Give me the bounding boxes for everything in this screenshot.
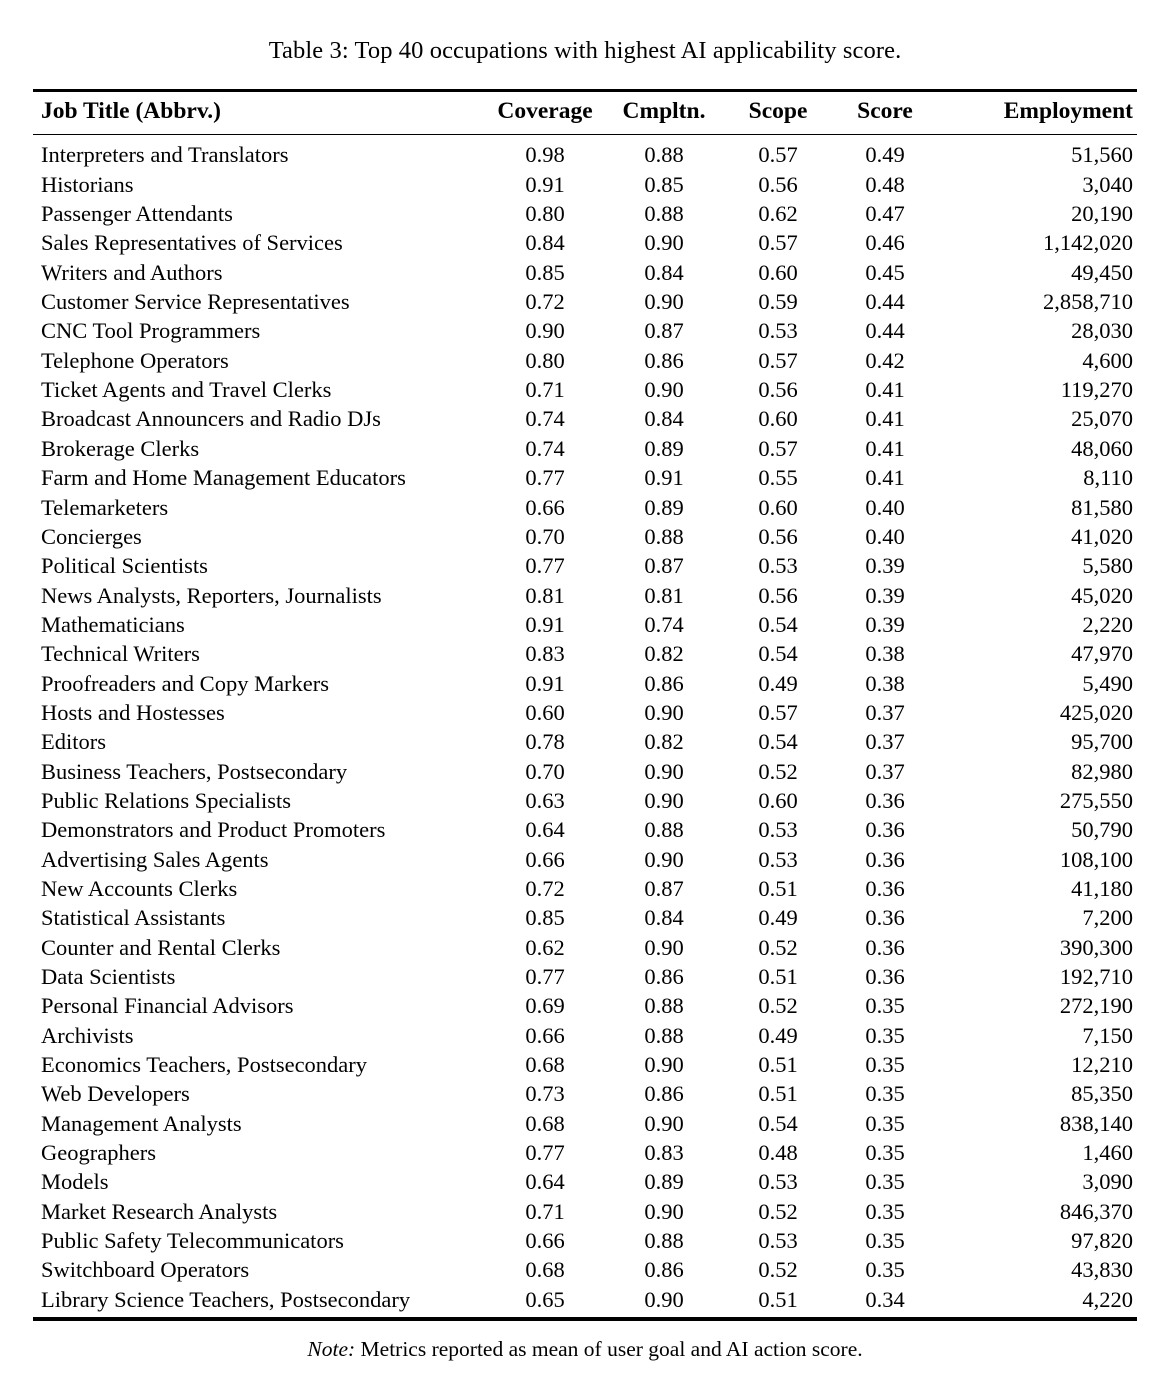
cell-coverage: 0.77: [525, 465, 565, 491]
table-row: [33, 1226, 1137, 1255]
cell-employment: 7,150: [1082, 1022, 1133, 1048]
cell-score: 0.41: [865, 465, 905, 491]
cell-title: Personal Financial Advisors: [41, 993, 294, 1019]
cell-employment: 41,020: [1071, 523, 1133, 549]
cell-score: 0.48: [865, 171, 905, 197]
table-row: [33, 698, 1137, 727]
cell-scope: 0.49: [758, 1022, 798, 1048]
cell-coverage: 0.98: [525, 142, 565, 168]
cell-cmpltn: 0.88: [644, 142, 684, 168]
cell-cmpltn: 0.86: [644, 1081, 684, 1107]
cell-title: Management Analysts: [41, 1110, 242, 1136]
cell-cmpltn: 0.90: [644, 1110, 684, 1136]
cell-employment: 45,020: [1071, 582, 1133, 608]
cell-cmpltn: 0.88: [644, 523, 684, 549]
cell-scope: 0.52: [758, 934, 798, 960]
cell-title: Advertising Sales Agents: [41, 846, 269, 872]
cell-employment: 95,700: [1071, 729, 1133, 755]
cell-score: 0.41: [865, 435, 905, 461]
table-row: [33, 669, 1137, 698]
cell-cmpltn: 0.89: [644, 435, 684, 461]
cell-score: 0.35: [865, 1140, 905, 1166]
cell-score: 0.37: [865, 729, 905, 755]
cell-coverage: 0.69: [525, 993, 565, 1019]
cell-coverage: 0.77: [525, 553, 565, 579]
cell-coverage: 0.66: [525, 494, 565, 520]
cell-title: Library Science Teachers, Postsecondary: [41, 1286, 411, 1312]
cell-title: Brokerage Clerks: [41, 435, 200, 461]
table-row: [33, 228, 1137, 257]
cell-scope: 0.57: [758, 347, 798, 373]
table-row: [33, 434, 1137, 463]
cell-employment: 20,190: [1071, 201, 1133, 227]
cell-score: 0.36: [865, 817, 905, 843]
cell-employment: 425,020: [1059, 699, 1133, 725]
cell-score: 0.45: [865, 259, 905, 285]
cell-coverage: 0.68: [525, 1052, 565, 1078]
table-row: [33, 170, 1137, 199]
cell-title: Switchboard Operators: [41, 1257, 250, 1283]
cell-coverage: 0.66: [525, 846, 565, 872]
cell-scope: 0.56: [758, 582, 798, 608]
cell-coverage: 0.70: [525, 758, 565, 784]
table-row: [33, 815, 1137, 844]
cell-scope: 0.54: [758, 611, 798, 637]
cell-employment: 5,490: [1082, 670, 1133, 696]
cell-score: 0.36: [865, 934, 905, 960]
cell-scope: 0.52: [758, 1198, 798, 1224]
header-row: [33, 92, 1137, 135]
cell-score: 0.40: [865, 494, 905, 520]
table-row: [33, 316, 1137, 345]
cell-cmpltn: 0.90: [644, 230, 684, 256]
cell-score: 0.41: [865, 377, 905, 403]
cell-scope: 0.53: [758, 846, 798, 872]
cell-cmpltn: 0.90: [644, 758, 684, 784]
cell-coverage: 0.83: [525, 641, 565, 667]
cell-score: 0.39: [865, 582, 905, 608]
cell-cmpltn: 0.87: [644, 318, 684, 344]
cell-coverage: 0.74: [525, 406, 565, 432]
cell-scope: 0.53: [758, 1169, 798, 1195]
table-row: [33, 786, 1137, 815]
cell-employment: 8,110: [1083, 465, 1133, 491]
table-row: [33, 493, 1137, 522]
cell-employment: 2,220: [1082, 611, 1133, 637]
cell-coverage: 0.78: [525, 729, 565, 755]
cell-cmpltn: 0.86: [644, 1257, 684, 1283]
cell-employment: 192,710: [1059, 964, 1133, 990]
cell-cmpltn: 0.88: [644, 201, 684, 227]
cell-scope: 0.53: [758, 1228, 798, 1254]
cell-score: 0.36: [865, 905, 905, 931]
cell-title: Mathematicians: [41, 611, 185, 637]
cell-coverage: 0.80: [525, 201, 565, 227]
cell-employment: 49,450: [1071, 259, 1133, 285]
cell-employment: 41,180: [1071, 875, 1133, 901]
cell-coverage: 0.77: [525, 1140, 565, 1166]
cell-title: Interpreters and Translators: [41, 142, 289, 168]
cell-scope: 0.54: [758, 641, 798, 667]
cell-scope: 0.60: [758, 494, 798, 520]
table-row: [33, 1167, 1137, 1196]
cell-coverage: 0.72: [525, 289, 565, 315]
cell-cmpltn: 0.90: [644, 1286, 684, 1312]
cell-employment: 1,142,020: [1043, 230, 1133, 256]
cell-score: 0.46: [865, 230, 905, 256]
cell-cmpltn: 0.88: [644, 1022, 684, 1048]
cell-title: New Accounts Clerks: [41, 875, 238, 901]
cell-employment: 108,100: [1059, 846, 1133, 872]
cell-cmpltn: 0.90: [644, 934, 684, 960]
table-row: [33, 258, 1137, 287]
cell-score: 0.35: [865, 1052, 905, 1078]
cell-coverage: 0.62: [525, 934, 565, 960]
cell-cmpltn: 0.90: [644, 787, 684, 813]
cell-cmpltn: 0.90: [644, 699, 684, 725]
cell-coverage: 0.84: [525, 230, 565, 256]
cell-scope: 0.62: [758, 201, 798, 227]
cell-score: 0.36: [865, 787, 905, 813]
cell-coverage: 0.63: [525, 787, 565, 813]
cell-employment: 1,460: [1082, 1140, 1133, 1166]
table-row: [33, 140, 1137, 169]
cell-cmpltn: 0.91: [644, 465, 684, 491]
cell-coverage: 0.71: [525, 377, 565, 403]
cell-title: Hosts and Hostesses: [41, 699, 225, 725]
cell-coverage: 0.68: [525, 1257, 565, 1283]
table-header: [33, 91, 1137, 141]
cell-cmpltn: 0.82: [644, 729, 684, 755]
cell-scope: 0.53: [758, 318, 798, 344]
cell-cmpltn: 0.87: [644, 553, 684, 579]
cell-scope: 0.57: [758, 142, 798, 168]
cell-cmpltn: 0.86: [644, 670, 684, 696]
table-row: [33, 757, 1137, 786]
cell-title: Concierges: [41, 523, 142, 549]
cell-coverage: 0.64: [525, 1169, 565, 1195]
cell-employment: 4,220: [1082, 1286, 1133, 1312]
cell-scope: 0.52: [758, 758, 798, 784]
column-header-scope: Scope: [748, 98, 808, 125]
cell-cmpltn: 0.90: [644, 289, 684, 315]
cell-score: 0.38: [865, 641, 905, 667]
cell-score: 0.39: [865, 553, 905, 579]
cell-employment: 50,790: [1071, 817, 1133, 843]
table-row: [33, 581, 1137, 610]
table-row: [33, 375, 1137, 404]
cell-scope: 0.56: [758, 523, 798, 549]
cell-score: 0.42: [865, 347, 905, 373]
table-footer: [33, 1314, 1137, 1321]
cell-scope: 0.49: [758, 670, 798, 696]
cell-cmpltn: 0.90: [644, 846, 684, 872]
cell-title: Market Research Analysts: [41, 1198, 278, 1224]
cell-cmpltn: 0.85: [644, 171, 684, 197]
ai-applicability-table: [33, 89, 1137, 1321]
cell-score: 0.41: [865, 406, 905, 432]
cell-coverage: 0.68: [525, 1110, 565, 1136]
table-row: [33, 1197, 1137, 1226]
table-body: [33, 140, 1137, 1314]
cell-cmpltn: 0.88: [644, 817, 684, 843]
cell-score: 0.37: [865, 699, 905, 725]
cell-title: Business Teachers, Postsecondary: [41, 758, 348, 784]
column-header-employment: Employment: [1003, 98, 1133, 125]
cell-scope: 0.60: [758, 787, 798, 813]
table-row: [33, 639, 1137, 668]
cell-cmpltn: 0.89: [644, 494, 684, 520]
cell-title: Broadcast Announcers and Radio DJs: [41, 406, 381, 432]
cell-scope: 0.51: [758, 964, 798, 990]
table-row: [33, 463, 1137, 492]
table-caption: Table 3: Top 40 occupations with highest AI applicability score.: [268, 37, 902, 64]
cell-score: 0.40: [865, 523, 905, 549]
table-row: [33, 199, 1137, 228]
cell-coverage: 0.66: [525, 1022, 565, 1048]
cell-title: Public Relations Specialists: [41, 787, 291, 813]
cell-score: 0.34: [865, 1286, 905, 1312]
column-header-job-title: Job Title (Abbrv.): [41, 98, 221, 125]
table-row: [33, 903, 1137, 932]
cell-title: Archivists: [41, 1022, 134, 1048]
cell-employment: 275,550: [1059, 787, 1133, 813]
cell-scope: 0.54: [758, 1110, 798, 1136]
cell-coverage: 0.80: [525, 347, 565, 373]
cell-title: Proofreaders and Copy Markers: [41, 670, 330, 696]
cell-employment: 47,970: [1071, 641, 1133, 667]
table-row: [33, 1050, 1137, 1079]
cell-score: 0.35: [865, 1081, 905, 1107]
cell-employment: 3,040: [1082, 171, 1133, 197]
cell-employment: 97,820: [1071, 1228, 1133, 1254]
cell-title: Writers and Authors: [41, 259, 223, 285]
cell-scope: 0.54: [758, 729, 798, 755]
cell-title: Economics Teachers, Postsecondary: [41, 1052, 368, 1078]
cell-cmpltn: 0.84: [644, 406, 684, 432]
cell-scope: 0.51: [758, 1286, 798, 1312]
cell-cmpltn: 0.90: [644, 1198, 684, 1224]
cell-title: Geographers: [41, 1140, 156, 1166]
table-row: [33, 1021, 1137, 1050]
table-row: [33, 933, 1137, 962]
cell-scope: 0.57: [758, 435, 798, 461]
table-row: [33, 287, 1137, 316]
cell-employment: 81,580: [1071, 494, 1133, 520]
cell-cmpltn: 0.81: [644, 582, 684, 608]
cell-cmpltn: 0.83: [644, 1140, 684, 1166]
cell-scope: 0.52: [758, 993, 798, 1019]
table-row: [33, 1109, 1137, 1138]
cell-title: Statistical Assistants: [41, 905, 226, 931]
column-header-coverage: Coverage: [497, 98, 593, 125]
cell-scope: 0.60: [758, 259, 798, 285]
table-row: [33, 1079, 1137, 1108]
cell-score: 0.35: [865, 1022, 905, 1048]
cell-score: 0.44: [865, 318, 905, 344]
cell-title: Sales Representatives of Services: [41, 230, 343, 256]
cell-employment: 48,060: [1071, 435, 1133, 461]
cell-score: 0.49: [865, 142, 905, 168]
cell-coverage: 0.70: [525, 523, 565, 549]
cell-title: News Analysts, Reporters, Journalists: [41, 582, 382, 608]
cell-employment: 82,980: [1071, 758, 1133, 784]
note-label: Note:: [307, 1337, 356, 1362]
cell-score: 0.35: [865, 1228, 905, 1254]
cell-coverage: 0.91: [525, 670, 565, 696]
cell-cmpltn: 0.86: [644, 347, 684, 373]
cell-cmpltn: 0.82: [644, 641, 684, 667]
cell-employment: 119,270: [1060, 377, 1133, 403]
cell-scope: 0.55: [758, 465, 798, 491]
cell-scope: 0.51: [758, 1081, 798, 1107]
cell-coverage: 0.85: [525, 905, 565, 931]
cell-cmpltn: 0.88: [644, 993, 684, 1019]
table-row: [33, 962, 1137, 991]
cell-employment: 272,190: [1059, 993, 1133, 1019]
cell-coverage: 0.91: [525, 611, 565, 637]
cell-scope: 0.57: [758, 699, 798, 725]
cell-employment: 4,600: [1082, 347, 1133, 373]
cell-cmpltn: 0.88: [644, 1228, 684, 1254]
table-row: [33, 551, 1137, 580]
cell-employment: 51,560: [1071, 142, 1133, 168]
cell-title: Historians: [41, 171, 134, 197]
cell-coverage: 0.66: [525, 1228, 565, 1254]
cell-coverage: 0.73: [525, 1081, 565, 1107]
cell-employment: 390,300: [1059, 934, 1133, 960]
cell-coverage: 0.91: [525, 171, 565, 197]
cell-title: Farm and Home Management Educators: [41, 465, 406, 491]
cell-employment: 846,370: [1059, 1198, 1133, 1224]
note-text: Metrics reported as mean of user goal and AI action score.: [360, 1337, 863, 1362]
cell-coverage: 0.85: [525, 259, 565, 285]
cell-cmpltn: 0.87: [644, 875, 684, 901]
cell-cmpltn: 0.84: [644, 905, 684, 931]
cell-coverage: 0.64: [525, 817, 565, 843]
cell-employment: 28,030: [1071, 318, 1133, 344]
cell-coverage: 0.65: [525, 1286, 565, 1312]
cell-score: 0.35: [865, 1257, 905, 1283]
cell-coverage: 0.74: [525, 435, 565, 461]
table-row: [33, 1255, 1137, 1284]
table-row: [33, 991, 1137, 1020]
cell-cmpltn: 0.90: [644, 377, 684, 403]
table-row: [33, 522, 1137, 551]
cell-title: Political Scientists: [41, 553, 208, 579]
cell-coverage: 0.60: [525, 699, 565, 725]
cell-scope: 0.53: [758, 817, 798, 843]
cell-scope: 0.60: [758, 406, 798, 432]
cell-cmpltn: 0.86: [644, 964, 684, 990]
cell-score: 0.37: [865, 758, 905, 784]
cell-scope: 0.49: [758, 905, 798, 931]
cell-score: 0.44: [865, 289, 905, 315]
cell-score: 0.35: [865, 1198, 905, 1224]
table-container: [33, 65, 1137, 1362]
cell-employment: 2,858,710: [1043, 289, 1133, 315]
cell-score: 0.35: [865, 1110, 905, 1136]
cell-title: Models: [41, 1169, 109, 1195]
cell-score: 0.47: [865, 201, 905, 227]
table-row: [33, 404, 1137, 433]
cell-score: 0.39: [865, 611, 905, 637]
cell-employment: 5,580: [1082, 553, 1133, 579]
cell-title: CNC Tool Programmers: [41, 318, 261, 344]
cell-title: Web Developers: [41, 1081, 190, 1107]
table-row: [33, 874, 1137, 903]
cell-title: Editors: [41, 729, 106, 755]
cell-coverage: 0.77: [525, 964, 565, 990]
cell-employment: 25,070: [1071, 406, 1133, 432]
cell-title: Passenger Attendants: [41, 201, 233, 227]
table-row: [33, 727, 1137, 756]
cell-employment: 7,200: [1082, 905, 1133, 931]
cell-score: 0.35: [865, 1169, 905, 1195]
cell-scope: 0.56: [758, 171, 798, 197]
cell-scope: 0.51: [758, 875, 798, 901]
cell-title: Ticket Agents and Travel Clerks: [41, 377, 332, 403]
cell-scope: 0.53: [758, 553, 798, 579]
cell-scope: 0.51: [758, 1052, 798, 1078]
cell-score: 0.38: [865, 670, 905, 696]
cell-cmpltn: 0.90: [644, 1052, 684, 1078]
cell-coverage: 0.90: [525, 318, 565, 344]
cell-scope: 0.56: [758, 377, 798, 403]
cell-scope: 0.59: [758, 289, 798, 315]
cell-coverage: 0.71: [525, 1198, 565, 1224]
table-row: [33, 610, 1137, 639]
cell-title: Technical Writers: [41, 641, 200, 667]
column-header-score: Score: [857, 98, 913, 125]
cell-score: 0.35: [865, 993, 905, 1019]
cell-score: 0.36: [865, 875, 905, 901]
cell-scope: 0.57: [758, 230, 798, 256]
cell-title: Data Scientists: [41, 964, 176, 990]
cell-title: Customer Service Representatives: [41, 289, 350, 315]
cell-coverage: 0.81: [525, 582, 565, 608]
table-row: [33, 346, 1137, 375]
table-note: [33, 1321, 1137, 1362]
column-header-cmpltn: Cmpltn.: [622, 98, 706, 125]
cell-score: 0.36: [865, 964, 905, 990]
cell-cmpltn: 0.89: [644, 1169, 684, 1195]
cell-title: Counter and Rental Clerks: [41, 934, 281, 960]
cell-cmpltn: 0.74: [644, 611, 684, 637]
cell-employment: 838,140: [1059, 1110, 1133, 1136]
cell-title: Demonstrators and Product Promoters: [41, 817, 386, 843]
cell-employment: 12,210: [1071, 1052, 1133, 1078]
cell-title: Public Safety Telecommunicators: [41, 1228, 344, 1254]
table-row: [33, 845, 1137, 874]
cell-employment: 3,090: [1082, 1169, 1133, 1195]
cell-title: Telephone Operators: [41, 347, 229, 373]
cell-title: Telemarketers: [41, 494, 169, 520]
cell-scope: 0.48: [758, 1140, 798, 1166]
cell-cmpltn: 0.84: [644, 259, 684, 285]
cell-employment: 43,830: [1071, 1257, 1133, 1283]
cell-employment: 85,350: [1071, 1081, 1133, 1107]
cell-scope: 0.52: [758, 1257, 798, 1283]
cell-coverage: 0.72: [525, 875, 565, 901]
cell-score: 0.36: [865, 846, 905, 872]
table-row: [33, 1138, 1137, 1167]
table-row: [33, 1285, 1137, 1314]
